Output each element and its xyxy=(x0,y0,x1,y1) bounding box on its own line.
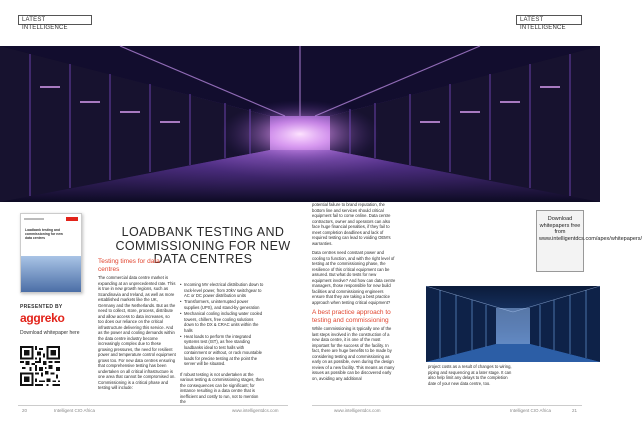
magazine-name-left: Intelligent CIO Africa xyxy=(54,408,96,413)
download-whitepapers-box[interactable]: Download whitepapers free from www.intelligentdcs.com/apex/whitepapers/ xyxy=(536,210,584,272)
list-item: • Heat loads to perform the integrated systems test (IST), as free standing loadbanks ideal to test halls with containment or without, or rack mountable loads for precise testing at the point the server will be situated. xyxy=(180,334,264,367)
list-item: • Incoming MV electrical distribution down to rack-level power, from 20kV switchgear to AC or DC power distribution units xyxy=(180,282,264,299)
cover-image xyxy=(21,256,81,292)
column-1-text: The commercial data centre market is expanding at an unprecedented rate. This is true in new growth regions, such as Scandinavia and Ireland, as well as more established markets like the UK, Germany and the Netherlands. But as the need to collect, store, process, distribute and allow access to data increases, so too does our reliance on the critical infrastructure delivering this service. And as the power and cooling demands within the data centre industry become increasingly complex due to these growing pressures, the need for resilient power and temperature control equipment grows too. For new data centres ensuring that comprehensive testing has been undertaken on all critical infrastructure is one area that cannot be compromised on. Commissioning is a critical phase and testing will include: xyxy=(98,275,176,390)
page-number-right: 21 xyxy=(572,408,578,413)
cover-header-bar xyxy=(24,218,44,220)
website-url-left[interactable]: www.intelligentdcs.com xyxy=(232,408,279,413)
cover-title: Loadbank testing and commissioning for new data centres xyxy=(25,228,63,241)
article-column-3 xyxy=(312,202,396,385)
list-item: • Mechanical cooling including water cooled towers, chillers, free cooling solutions down to the DX & CRAC units within the halls xyxy=(180,311,264,333)
section-heading-testing-times: Testing times for data centres xyxy=(98,258,160,273)
page-number-left: 20 xyxy=(22,408,28,413)
column-3-paragraph-2: Data centres need constant power and cooling to function, and with the right level of testing at the commissioning phase, the resilience of this critical equipment can be assured. But what do tests for new equipment involve? And how can data centre managers, those responsible for new build facilities and commissioning engineers ensure that they are taking a best practice approach when testing critical equipment? xyxy=(312,250,396,305)
column-3-paragraph-3: While commissioning is typically one of the last steps involved in the construction of a new data centre, it is one of the most important for the success of the facility. In fact, there are huge benefits to be made by considering testing and commissioning as early on as possible, even during the design review of a new facility. This means as many issues as possible can be discovered early on, avoiding any additional xyxy=(312,326,395,381)
list-item: • Transformers, uninterrupted power supplies (UPS), and stand-by generation xyxy=(180,299,264,310)
column-3-paragraph-1: potential failure to brand reputation, the bottom line and services should critical equipment fail to come online. Data centre contractors, owner and operators can also face huge financial penalties, if they fail to meet completion deadlines and lack of required testing can lead to voiding OEM's warranties. xyxy=(312,202,391,246)
article-column-4: project costs as a result of changes to wiring, piping and sequencing at a later stage. It can also help limit any delays to the completion date of your new data centre, too. xyxy=(428,364,512,386)
hero-datacenter-image xyxy=(0,46,600,202)
section-tag-right: LATEST INTELLIGENCE xyxy=(516,15,582,25)
presented-by-label: PRESENTED BY xyxy=(20,304,63,310)
column-2-text: If robust testing is not undertaken at the various testing & commissioning stages, then the consequences can be significant; for instance resulting in a data centre that is inefficient and costly to run, not to mention the xyxy=(180,371,264,405)
testing-bullet-list xyxy=(180,282,264,367)
magazine-name-right: Intelligent CIO Africa xyxy=(510,408,552,413)
server-racks-illustration xyxy=(426,286,600,362)
footer-divider-left xyxy=(18,405,288,406)
article-column-2 xyxy=(180,282,264,405)
section-heading-best-practice: A best practice approach to testing and commissioning xyxy=(312,309,391,324)
article-column-1 xyxy=(98,258,176,391)
download-whitepaper-label: Download whitepaper here xyxy=(20,330,80,336)
website-url-right[interactable]: www.intelligentdcs.com xyxy=(334,408,381,413)
section-tag-left: LATEST INTELLIGENCE xyxy=(18,15,92,25)
footer-divider-right xyxy=(312,405,582,406)
server-room-photo xyxy=(426,286,600,362)
qr-code[interactable] xyxy=(20,346,60,386)
datacenter-aisle-illustration xyxy=(0,46,600,202)
cover-logo xyxy=(66,217,78,221)
aggreko-logo: aggreko xyxy=(20,311,65,325)
article-title: LOADBANK TESTING AND COMMISSIONING FOR NEW DATA CENTRES xyxy=(115,225,291,266)
whitepaper-cover-thumbnail[interactable] xyxy=(20,213,82,293)
